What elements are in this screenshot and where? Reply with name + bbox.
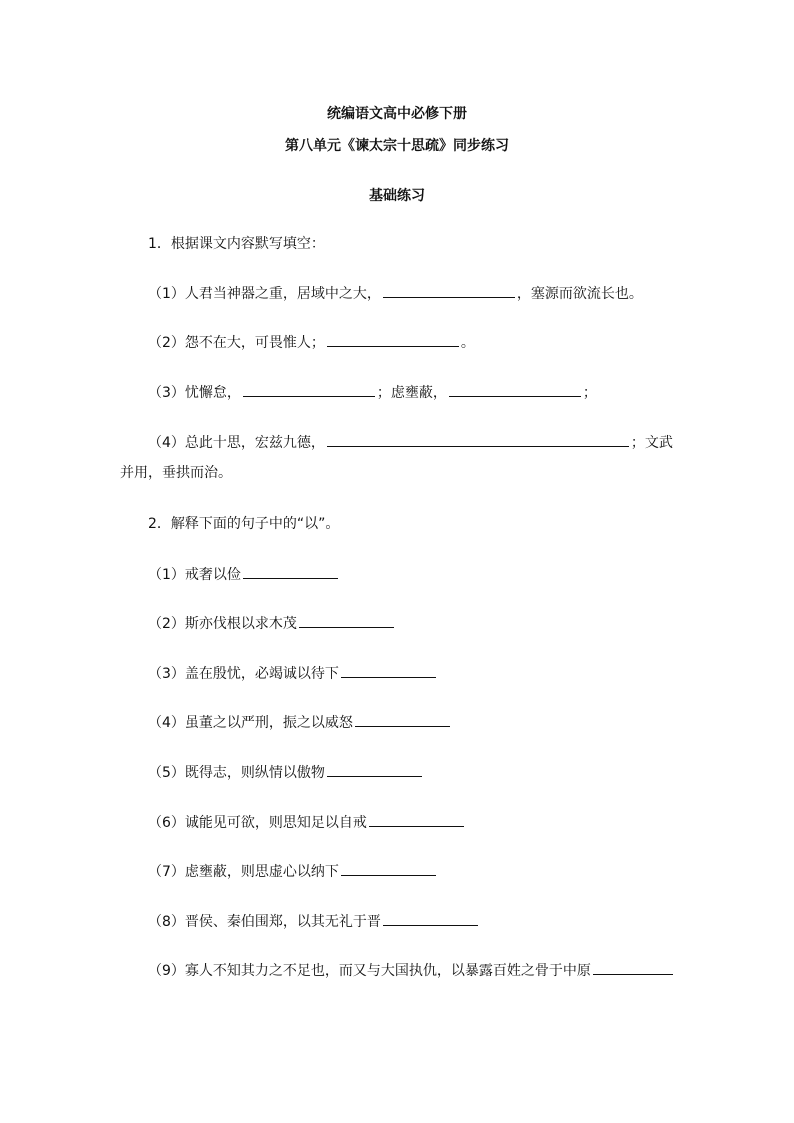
- answer-blank[interactable]: [341, 861, 436, 876]
- answer-blank[interactable]: [243, 382, 375, 397]
- section-heading: 基础练习: [369, 188, 425, 204]
- item-text: 忧懈怠，: [184, 385, 241, 401]
- item-text: 戒奢以俭: [184, 567, 241, 583]
- item-text: 总此十思，宏兹九德，: [184, 435, 325, 451]
- answer-blank[interactable]: [383, 911, 478, 926]
- q2-item-5: [148, 762, 424, 783]
- q2-item-4: [148, 712, 452, 733]
- q1-item-3: [148, 382, 597, 403]
- q2-item-3: [148, 663, 438, 684]
- document-title: 统编语文高中必修下册: [327, 106, 467, 122]
- item-text: 人君当神器之重，居域中之大，: [184, 286, 381, 302]
- question-1-stem: 1．根据课文内容默写填空：: [148, 236, 325, 252]
- item-number: （4）: [148, 435, 185, 451]
- item-text: ；虑壅蔽，: [376, 385, 447, 401]
- item-number: （1）: [148, 567, 185, 583]
- answer-blank[interactable]: [327, 432, 629, 447]
- item-text: ，塞源而欲流长也。: [516, 286, 643, 302]
- item-text: 寡人不知其力之不足也，而又与大国执仇，以暴露百姓之骨于中原: [184, 963, 591, 979]
- item-text: ；: [582, 385, 597, 401]
- item-number: （4）: [148, 715, 185, 731]
- item-text: 诚能见可欲，则思知足以自戒: [184, 815, 367, 831]
- q1-item-2: [148, 332, 475, 353]
- q2-item-9: [148, 960, 675, 981]
- answer-blank[interactable]: [449, 382, 581, 397]
- item-number: （1）: [148, 286, 185, 302]
- question-2-stem: 2．解释下面的句子中的“以”。: [148, 516, 340, 532]
- answer-blank[interactable]: [327, 332, 459, 347]
- item-text: 虑壅蔽，则思虚心以纳下: [184, 864, 339, 880]
- item-number: （6）: [148, 815, 185, 831]
- q2-item-6: [148, 812, 466, 833]
- item-text: 斯亦伐根以求木茂: [184, 616, 297, 632]
- item-text: 盖在殷忧，必竭诚以待下: [184, 666, 339, 682]
- answer-blank[interactable]: [243, 564, 338, 579]
- item-text: 既得志，则纵情以傲物: [184, 765, 325, 781]
- q2-item-8: [148, 911, 480, 932]
- item-number: （8）: [148, 914, 185, 930]
- answer-blank[interactable]: [341, 663, 436, 678]
- item-text: 虽董之以严刑，振之以威怒: [184, 715, 353, 731]
- item-text: 晋侯、秦伯围郑，以其无礼于晋: [184, 914, 381, 930]
- item-number: （2）: [148, 616, 185, 632]
- q1-item-1: [148, 283, 643, 304]
- item-number: （3）: [148, 385, 185, 401]
- unit-title: 第八单元《谏太宗十思疏》同步练习: [285, 138, 509, 154]
- item-number: （7）: [148, 864, 185, 880]
- q1-item-4-continued: 并用，垂拱而治。: [120, 465, 232, 481]
- answer-blank[interactable]: [299, 613, 394, 628]
- q2-item-7: [148, 861, 438, 882]
- item-text: 。: [460, 335, 475, 351]
- answer-blank[interactable]: [327, 762, 422, 777]
- q2-item-2: [148, 613, 396, 634]
- answer-blank[interactable]: [383, 283, 515, 298]
- q2-item-1: [148, 564, 340, 585]
- item-number: （3）: [148, 666, 185, 682]
- item-number: （9）: [148, 963, 185, 979]
- item-number: （5）: [148, 765, 185, 781]
- item-number: （2）: [148, 335, 185, 351]
- answer-blank[interactable]: [369, 812, 464, 827]
- q1-item-4: [148, 432, 673, 453]
- item-text: ；文武: [630, 435, 673, 451]
- answer-blank[interactable]: [593, 960, 673, 975]
- item-text: 怨不在大，可畏惟人；: [184, 335, 325, 351]
- answer-blank[interactable]: [355, 712, 450, 727]
